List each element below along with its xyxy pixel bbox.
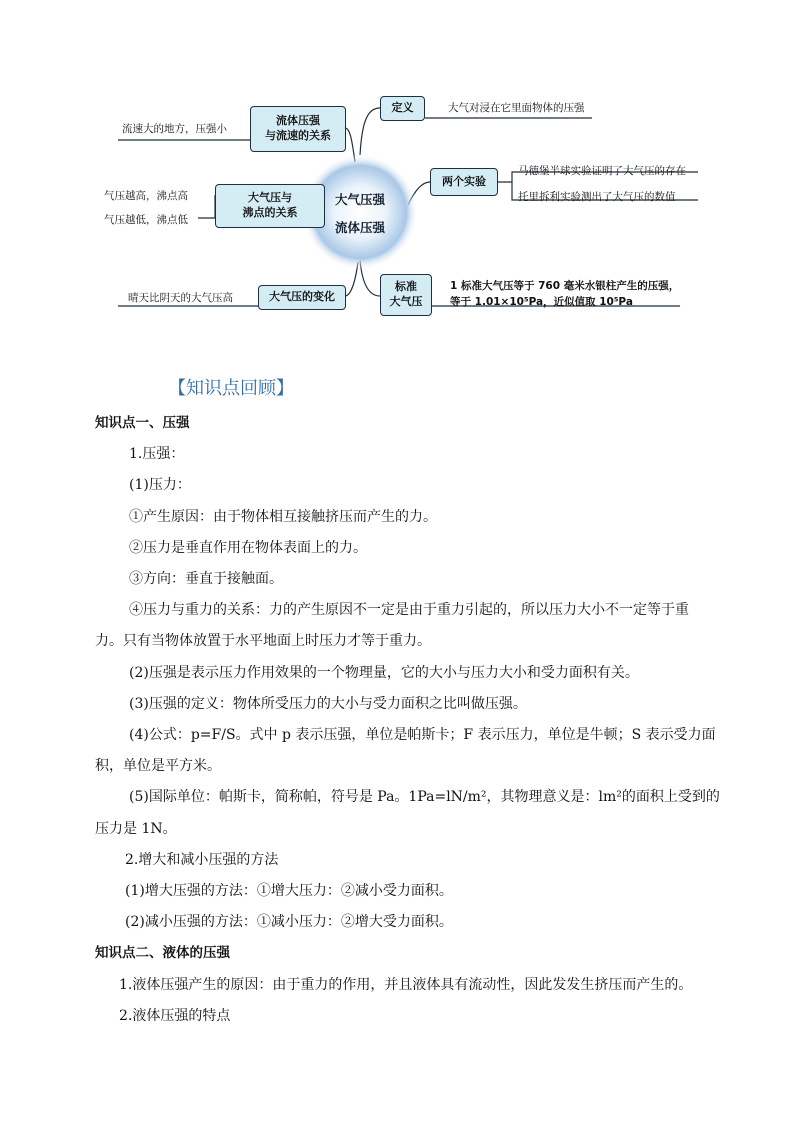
leaf-weather-change: 晴天比阴天的大气压高 bbox=[128, 292, 233, 304]
paragraph: 2.液体压强的特点 bbox=[119, 1007, 231, 1024]
leaf-boiling-low: 气压越低，沸点低 bbox=[104, 214, 188, 226]
mind-map bbox=[0, 0, 794, 340]
paragraph: (4)公式：p=F/S。式中 p 表示压强，单位是帕斯卡；F 表示压力，单位是牛顿；S 表示受力面 bbox=[129, 727, 716, 744]
paragraph: ②压力是垂直作用在物体表面上的力。 bbox=[129, 539, 367, 556]
leaf-definition: 大气对浸在它里面物体的压强 bbox=[448, 102, 585, 114]
paragraph: (1)压力： bbox=[129, 477, 191, 494]
paragraph: 2.增大和减小压强的方法 bbox=[125, 851, 279, 868]
paragraph: 力。只有当物体放置于水平地面上时压力才等于重力。 bbox=[95, 633, 431, 650]
paragraph: (2)减小压强的方法：①减小压力：②增大受力面积。 bbox=[125, 914, 453, 931]
paragraph: 1.液体压强产生的原因：由于重力的作用，并且液体具有流动性，因此发发生挤压而产生的。 bbox=[119, 976, 693, 993]
center-title: 大气压强 bbox=[334, 192, 385, 207]
leaf-standard-line2: 等于 1.01×10⁵Pa，近似值取 10⁵Pa bbox=[450, 296, 633, 308]
leaf-magdeburg: 马德堡半球实验证明了大气压的存在 bbox=[518, 165, 686, 177]
paragraph: ①产生原因：由于物体相互接触挤压而产生的力。 bbox=[129, 508, 437, 525]
leaf-standard-line1: 1 标准大气压等于 760 毫米水银柱产生的压强， bbox=[450, 280, 680, 292]
paragraph: (5)国际单位：帕斯卡，简称帕，符号是 Pa。1Pa=lN/m²，其物理意义是：lm²的面积上受到的 bbox=[129, 789, 720, 806]
node-definition: 定义 bbox=[380, 96, 425, 121]
leaf-fluid-speed: 流速大的地方，压强小 bbox=[122, 123, 227, 135]
paragraph: (1)增大压强的方法：①增大压力：②减小受力面积。 bbox=[125, 883, 453, 900]
heading-liquid-pressure: 知识点二、液体的压强 bbox=[95, 945, 230, 962]
node-standard-pressure: 标准 大气压 bbox=[380, 274, 432, 316]
paragraph: ④压力与重力的关系：力的产生原因不一定是由于重力引起的，所以压力大小不一定等于重 bbox=[129, 602, 689, 619]
paragraph: (2)压强是表示压力作用效果的一个物理量，它的大小与压力大小和受力面积有关。 bbox=[129, 664, 639, 681]
node-two-experiments: 两个实验 bbox=[430, 168, 498, 196]
leaf-boiling-high: 气压越高，沸点高 bbox=[104, 190, 188, 202]
node-fluid-pressure-speed: 流体压强 与流速的关系 bbox=[250, 106, 346, 152]
paragraph: ③方向：垂直于接触面。 bbox=[129, 571, 283, 588]
paragraph: 1.压强： bbox=[129, 446, 185, 463]
paragraph: 压力是 1N。 bbox=[95, 820, 177, 837]
section-title: 【知识点回顾】 bbox=[168, 378, 294, 399]
paragraph: 积，单位是平方米。 bbox=[95, 758, 221, 775]
heading-pressure: 知识点一、压强 bbox=[95, 415, 190, 431]
node-pressure-boiling: 大气压与 沸点的关系 bbox=[215, 184, 325, 228]
center-subtitle: 流体压强 bbox=[334, 220, 385, 235]
leaf-torricelli: 托里拆利实验测出了大气压的数值 bbox=[518, 191, 676, 203]
document-body bbox=[95, 408, 720, 1032]
node-pressure-change: 大气压的变化 bbox=[258, 285, 346, 310]
paragraph: (3)压强的定义：物体所受压力的大小与受力面积之比叫做压强。 bbox=[129, 695, 527, 712]
